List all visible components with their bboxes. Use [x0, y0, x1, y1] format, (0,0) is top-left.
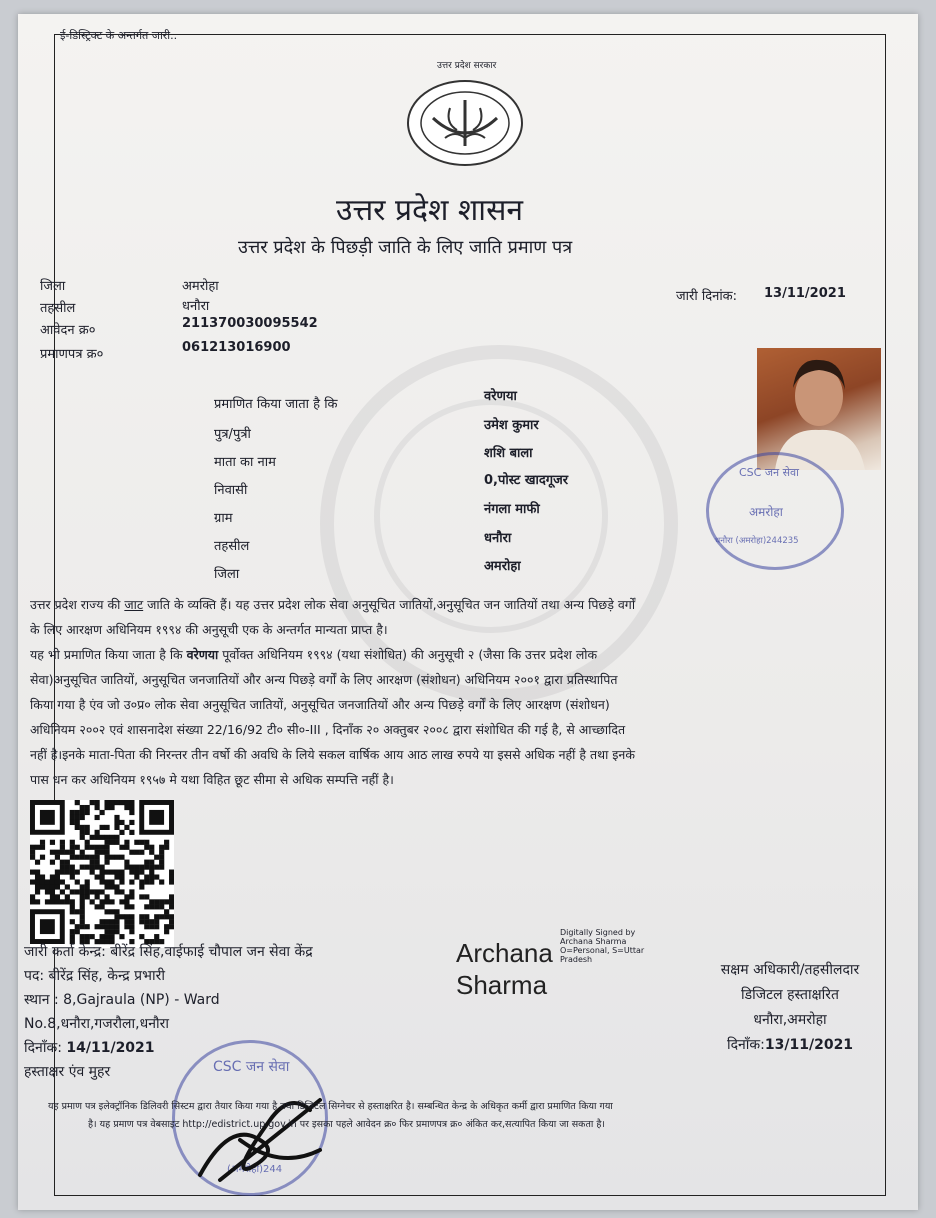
- authority-date-label: दिनाँक:: [726, 1037, 765, 1053]
- issuer-date-value: 14/11/2021: [66, 1040, 155, 1056]
- details-value-village: नंगला माफी: [484, 502, 540, 517]
- signer-last-name: Sharma: [456, 970, 548, 1000]
- application-label: आवेदन क्र०: [40, 323, 96, 338]
- footer-line1: यह प्रमाण पत्र इलेक्ट्रॉनिक डिलिवरी सिस्टम द्वारा तैयार किया गया है तथा डिजिटल सिग्नेचर से हस्ताक्षरित है। सम्बन्धित केन्द्र के अधिकृत कर्मी द्वारा प्रमाणित किया गया: [48, 1101, 613, 1112]
- details-value-district: अमरोहा: [484, 559, 521, 574]
- issuer-date-label: दिनाँक:: [24, 1040, 67, 1056]
- body-line6: अधिनियम २००२ एवं शासनादेश संख्या 22/16/92 टी० सी०-III , दिनाँक २० अक्तुबर २००८ द्वारा संशोधित की गई है, से आच्छादित: [30, 722, 626, 737]
- signer-first-name: Archana: [456, 938, 553, 968]
- digital-sign-line1: Digitally Signed by: [560, 928, 636, 937]
- details-label-child-of: पुत्र/पुत्री: [214, 427, 251, 442]
- caste-name: जाट: [124, 597, 144, 612]
- details-label-district: जिला: [214, 567, 240, 582]
- issuer-center: जारी कर्ता केन्द्र: बीरेंद्र सिंह,वाईफाई चौपाल जन सेवा केंद्र: [24, 944, 313, 960]
- details-value-father: उमेश कुमार: [484, 418, 539, 433]
- footer-line2: है। यह प्रमाण पत्र वेबसाइट http://edistrict.up.gov.in पर इसका पहले आवेदन क्र० फिर प्रमाणपत्र क्र० अंकित कर,सत्यापित किया जा सकता है।: [88, 1119, 605, 1130]
- details-value-name: वरेणया: [484, 389, 517, 404]
- up-government-emblem: [405, 78, 525, 168]
- details-value-mother: शशि बाला: [484, 446, 533, 461]
- csc-stamp-right: [706, 452, 844, 570]
- details-label-resident: निवासी: [214, 483, 248, 498]
- csc-stamp-right-top: CSC जन सेवा: [739, 466, 800, 479]
- top-note: ई-डिस्ट्रिक्ट के अन्तर्गत जारी..: [60, 29, 178, 42]
- page-subtitle: उत्तर प्रदेश के पिछड़ी जाति के लिए जाति प्रमाण पत्र: [238, 237, 573, 258]
- issue-date-label: जारी दिनांक:: [676, 289, 738, 304]
- qr-code[interactable]: [30, 800, 174, 948]
- details-value-resident: 0,पोस्ट खादगूजर: [484, 473, 569, 488]
- issuer-place-line2: No.8,धनौरा,गजरौला,धनौरा: [24, 1016, 169, 1032]
- authority-block: [690, 958, 890, 1058]
- csc-stamp-left-bottom: (अमरोहा)244: [227, 1164, 283, 1175]
- authority-signed: डिजिटल हस्ताक्षरित: [741, 987, 839, 1003]
- body-line4: सेवा)अनुसूचित जातियों, अनुसूचित जनजातियों और अन्य पिछड़े वर्गों के लिए आरक्षण (संशोधन) अधिनियम २००१ द्वारा प्रतिस्थापित: [30, 672, 618, 687]
- body-line1-post: जाति के व्यक्ति हैं। यह उत्तर प्रदेश लोक सेवा अनुसूचित जातियों,अनुसूचित जन जातियों तथा अन्य पिछड़े वर्गों: [143, 597, 636, 612]
- application-number: 211370030095542: [182, 316, 318, 331]
- emblem-text: उत्तर प्रदेश सरकार: [437, 61, 497, 71]
- details-label-village: ग्राम: [214, 511, 233, 526]
- csc-stamp-right-bottom: धनौरा (अमरोहा)244235: [715, 536, 799, 546]
- details-value-tehsil: धनौरा: [484, 531, 512, 546]
- authority-date-value: 13/11/2021: [764, 1037, 854, 1053]
- body-line3-post: पूर्वोक्त अधिनियम १९९४ (यथा संशोधित) की अनुसूची २ (जैसा कि उत्तर प्रदेश लोक: [218, 647, 598, 662]
- footer-note: [48, 1098, 908, 1134]
- issuer-sign-label: हस्ताक्षर एंव मुहर: [24, 1064, 111, 1080]
- body-line3-name: वरेणया: [186, 647, 219, 662]
- digital-sign-line2: Archana Sharma: [560, 937, 627, 946]
- issuer-place-line1: स्थान : 8,Gajraula (NP) - Ward: [24, 992, 220, 1008]
- certificate-number: 061213016900: [182, 340, 291, 355]
- digital-signature-info: [560, 928, 660, 964]
- certificate-body: [30, 592, 910, 792]
- body-line2: के लिए आरक्षण अधिनियम १९९४ की अनुसूची एक के अन्तर्गत मान्यता प्राप्त है।: [30, 622, 388, 637]
- tehsil-label: तहसील: [40, 301, 76, 316]
- authority-place: धनौरा,अमरोहा: [753, 1012, 827, 1028]
- issue-date-value: 13/11/2021: [764, 286, 846, 301]
- tehsil-value: धनौरा: [182, 299, 210, 314]
- digital-sign-line4: Pradesh: [560, 955, 593, 964]
- district-label: जिला: [40, 279, 66, 294]
- body-line1-pre: उत्तर प्रदेश राज्य की: [30, 597, 125, 612]
- body-line7: नहीं है।इनके माता-पिता की निरन्तर तीन वर्षो की अवधि के लिये सकल वार्षिक आय आठ लाख रुपये या इससे अधिक नहीं है तथा इनके: [30, 747, 635, 762]
- body-line8: पास धन कर अधिनियम १९५७ मे यथा विहित छूट सीमा से अधिक सम्पत्ति नहीं है।: [30, 772, 394, 787]
- authority-title: सक्षम अधिकारी/तहसीलदार: [720, 962, 860, 978]
- details-label-mother: माता का नाम: [214, 455, 276, 470]
- digital-sign-line3: O=Personal, S=Uttar: [560, 946, 645, 955]
- issuer-post: पद: बीरेंद्र सिंह, केन्द्र प्रभारी: [24, 968, 165, 984]
- district-value: अमरोहा: [182, 279, 219, 294]
- certificate-label: प्रमाणपत्र क्र०: [40, 347, 104, 362]
- details-label-tehsil: तहसील: [214, 539, 250, 554]
- csc-stamp-right-mid: अमरोहा: [749, 505, 783, 519]
- details-label-certified: प्रमाणित किया जाता है कि: [214, 397, 338, 412]
- page-title: उत्तर प्रदेश शासन: [336, 193, 524, 228]
- csc-stamp-left-top: CSC जन सेवा: [213, 1059, 290, 1075]
- body-line5: किया गया है एंव जो उ०प्र० लोक सेवा अनुसूचित जातियों, अनुसूचित जनजातियों और अन्य पिछड़े वर्गों के लिए आरक्षण (संशोधन): [30, 697, 610, 712]
- body-line3-pre: यह भी प्रमाणित किया जाता है कि: [30, 647, 187, 662]
